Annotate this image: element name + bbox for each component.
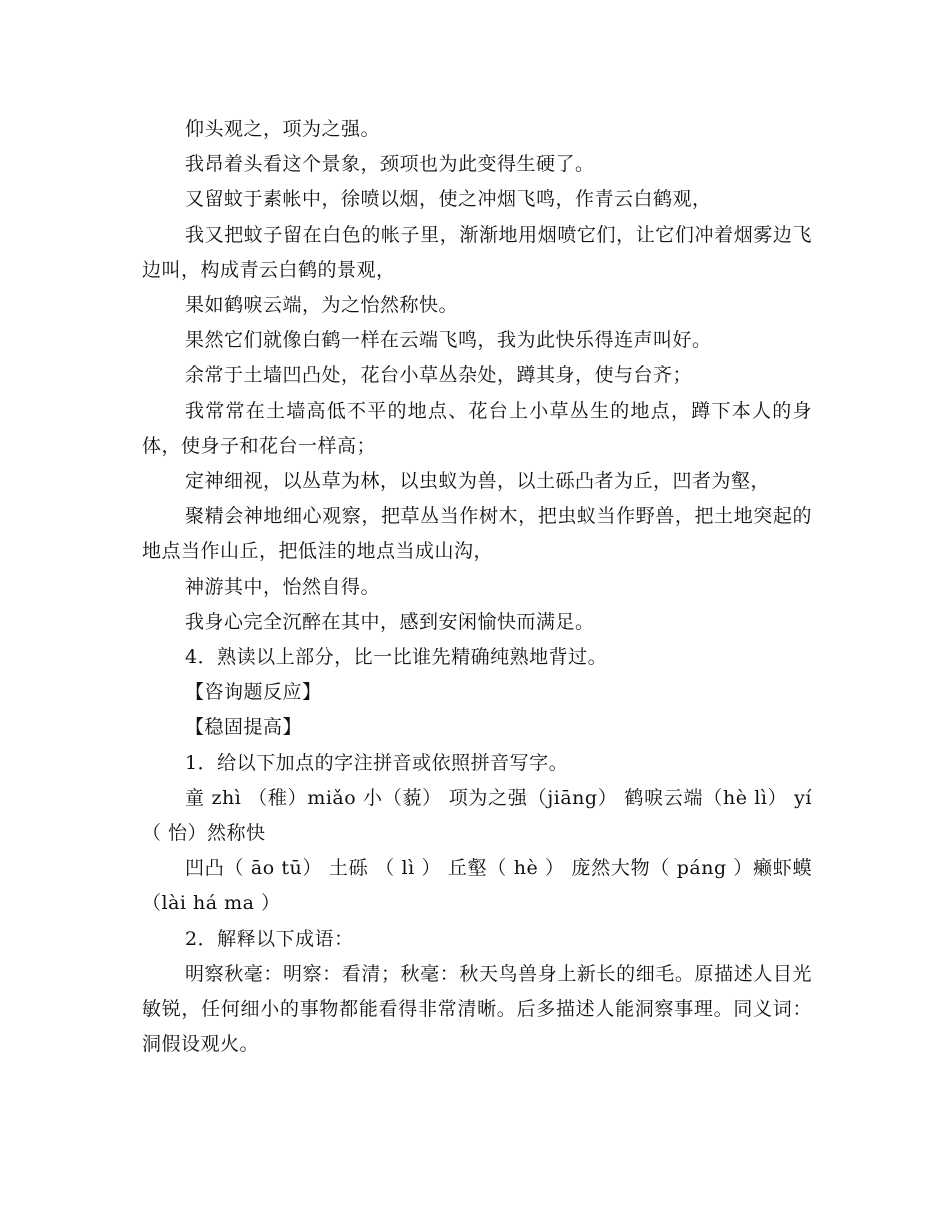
idiom-explanation: 明察秋毫：明察：看清；秋毫：秋天鸟兽身上新长的细毛。原描述人目光敏锐，任何细小的事物都能看得非常清晰。后多描述人能洞察事理。同义词：洞假设观火。 [142, 962, 812, 1056]
paragraph-translation: 我身心完全沉醉在其中，感到安闲愉快而满足。 [185, 610, 595, 633]
paragraph-translation: 我又把蚊子留在白色的帐子里，渐渐地用烟喷它们，让它们冲着烟雾边飞边叫，构成青云白鹤的景观， [142, 223, 812, 281]
pinyin-exercise-line: 童 zhì （稚）miǎo 小（藐） 项为之强（jiāng） 鹤唳云端（hè lì） yí（ 怡）然称快 [142, 786, 812, 845]
paragraph-translation: 聚精会神地细心观察，把草丛当作树木，把虫蚁当作野兽，把土地突起的地点当作山丘，把低洼的地点当成山沟， [142, 505, 812, 563]
paragraph-translation: 我昂着头看这个景象，颈项也为此变得生硬了。 [185, 153, 595, 176]
paragraph-classical-line: 余常于土墙凹凸处，花台小草丛杂处，蹲其身，使与台齐； [185, 364, 693, 387]
exercise-question: 1．给以下加点的字注拼音或依照拼音写字。 [185, 751, 569, 774]
paragraph-classical-line: 仰头观之，项为之强。 [185, 118, 381, 140]
paragraph-translation: 果然它们就像白鹤一样在云端飞鸣，我为此快乐得连声叫好。 [185, 329, 712, 352]
paragraph-translation: 我常常在土墙高低不平的地点、花台上小草丛生的地点，蹲下本人的身体，使身子和花台一样高； [142, 399, 812, 457]
exercise-question: 2．解释以下成语： [185, 927, 354, 950]
document-body [142, 112, 812, 1062]
paragraph-classical-line: 又留蚊于素帐中，徐喷以烟，使之冲烟飞鸣，作青云白鹤观， [185, 188, 712, 211]
paragraph-classical-line: 神游其中，怡然自得。 [185, 575, 381, 598]
section-heading: 【稳固提高】 [185, 716, 303, 739]
exercise-instruction: 4．熟读以上部分，比一比谁先精确纯熟地背过。 [185, 646, 608, 669]
section-heading: 【咨询题反应】 [185, 681, 322, 704]
pinyin-exercise-line: 凹凸（ āo tū） 土砾 （ lì ） 丘壑（ hè ） 庞然大物（ páng ）癞虾蟆（lài há ma ） [142, 857, 812, 915]
paragraph-classical-line: 果如鹤唳云端，为之怡然称快。 [185, 294, 459, 317]
paragraph-classical-line: 定神细视，以丛草为林，以虫蚁为兽，以土砾凸者为丘，凹者为壑， [185, 470, 771, 493]
